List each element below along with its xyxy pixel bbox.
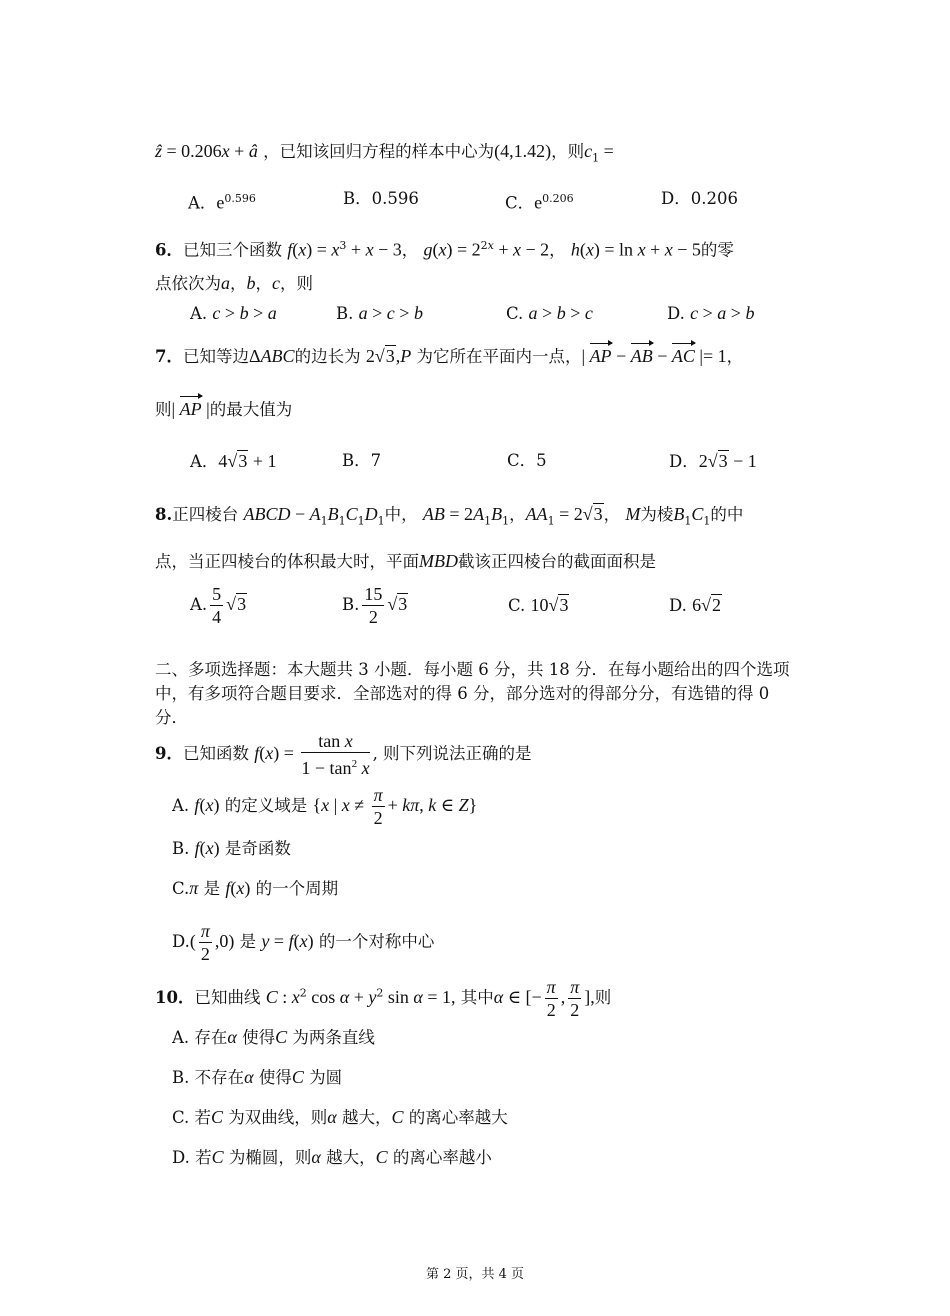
q7-stem-line2: 则| AP |的最大值为 <box>155 399 293 419</box>
q5-continuation: ẑ = 0.206x + â ，已知该回归方程的样本中心为(4,1.42)，则$c_1$ = <box>155 141 614 165</box>
q7-option-c: C．5 <box>507 451 547 470</box>
q9-option-c: C.π 是 f(x) 的一个周期 <box>172 878 339 898</box>
q9-option-a: A. f(x) 的定义域是 {x | x ≠ $\frac{\pi}{2}$ + kπ, k ∈ Z} <box>172 785 478 828</box>
q5-option-c: C．$e^{0.206}$ <box>505 192 574 213</box>
q10-option-d: D. 若C 为椭圆，则α 越大，C 的离心率越小 <box>172 1147 492 1167</box>
q5-option-b: B．0.596 <box>343 189 419 208</box>
q6-option-d: D. c > a > b <box>667 303 755 323</box>
q10-option-c: C. 若C 为双曲线，则α 越大，C 的离心率越大 <box>172 1107 508 1127</box>
q7-option-b: B．7 <box>342 451 382 470</box>
q9-option-b: B. f(x) 是奇函数 <box>172 838 291 858</box>
q5-option-a: A．$e^{0.596}$ <box>188 192 256 213</box>
q8-stem-line2: 点，当正四棱台的体积最大时，平面MBD截该正四棱台的截面面积是 <box>155 551 656 571</box>
q10-option-b: B. 不存在α 使得C 为圆 <box>172 1067 343 1087</box>
q10-stem: 10．已知曲线 C : $x^2$ $\cos \alpha + y^2$ sin α = 1, 其中α ∈ [− $\frac{\pi}{2}$ , $\frac{\pi}{2}$ ],则 <box>155 977 612 1020</box>
q6-option-a: A. c > b > a <box>190 303 277 323</box>
q8-option-a: A. $\frac{5}{4}$ √3 <box>190 584 247 627</box>
q8-stem: 8.正四棱台 ABCD − $A_1B_1C_1D_1$中， AB = $2A_1B_1$，$AA_1 = 2√3$， M为棱$B_1C_1$的中 <box>155 504 744 528</box>
q9-stem: 9．已知函数 f(x) = $\frac{\text{tan x}}{1 - \tan^2 x}$ , 则下列说法正确的是 <box>155 731 532 778</box>
q6-stem: 6．已知三个函数 $f(x) = x^3 + x - 3$， $g(x) = 2^{2x} + x - 2$， h(x) = ln x + x − 5的零 <box>155 239 734 260</box>
q7-option-a: A．4√3 + 1 <box>190 451 277 471</box>
q8-option-b: B. $\frac{15}{2}$ √3 <box>342 584 408 627</box>
q6-option-c: C. a > b > c <box>506 303 593 323</box>
page-footer: 第 2 页，共 4 页 <box>425 1267 525 1282</box>
q8-option-c: C. 10√3 <box>508 595 569 615</box>
q6-option-b: B. a > c > b <box>336 303 423 323</box>
q6-stem-line2: 点依次为a，b，c，则 <box>155 273 313 293</box>
q5-option-d: D．0.206 <box>661 189 738 208</box>
section-2-instructions: 二、多项选择题：本大题共 3 小题．每小题 6 分，共 18 分．在每小题给出的四个选项中，有多项符合题目要求．全部选对的得 6 分，部分选对的得部分分，有选错的得 0 分． <box>155 660 790 727</box>
q7-option-d: D．2√3 − 1 <box>669 451 757 471</box>
q8-option-d: D. 6√2 <box>669 595 722 615</box>
q7-stem: 7．已知等边ΔABC的边长为 2√3,P 为它所在平面内一点，| AP − AB − AC |= 1， <box>155 346 744 366</box>
q9-option-d: D.( $\frac{\pi}{2}$ ,0) 是 y = f(x) 的一个对称中心 <box>172 921 435 964</box>
q10-option-a: A. 存在α 使得C 为两条直线 <box>172 1027 375 1047</box>
